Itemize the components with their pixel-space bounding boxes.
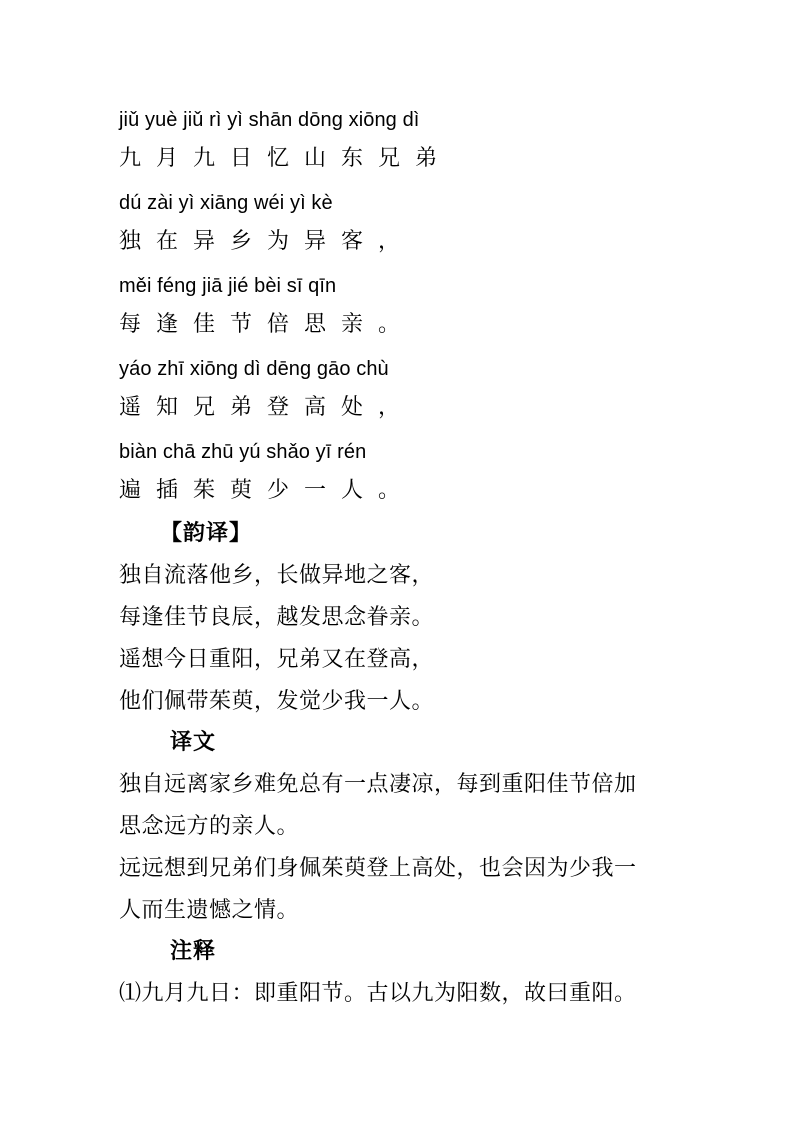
translation-line-2: 思念远方的亲人。 [119, 814, 300, 839]
poem-pinyin-line-3: měi féng jiā jié bèi sī qīn [119, 275, 337, 297]
translation-line-3: 远远想到兄弟们身佩茱萸登上高处，也会因为少我一 [119, 856, 637, 881]
notes-line-1: ⑴九月九日：即重阳节。古以九为阳数，故曰重阳。 [119, 981, 637, 1006]
rhyme-translation-line-1: 独自流落他乡，长做异地之客， [119, 563, 435, 588]
rhyme-translation-line-2: 每逢佳节良辰，越发思念眷亲。 [119, 605, 435, 630]
rhyme-translation-line-3: 遥想今日重阳，兄弟又在登高， [119, 647, 435, 672]
translation-line-1: 独自远离家乡难免总有一点凄凉，每到重阳佳节倍加 [119, 772, 637, 797]
poem-pinyin-line-5: biàn chā zhū yú shǎo yī rén [119, 441, 367, 463]
poem-hanzi-line-4: 遍插茱萸少一人。 [119, 478, 416, 503]
notes-heading: 注释 [170, 939, 217, 964]
translation-line-4: 人而生遗憾之情。 [119, 898, 300, 923]
poem-pinyin-line-1: jiǔ yuè jiǔ rì yì shān dōng xiōng dì [119, 109, 420, 131]
poem-hanzi-line-3: 遥知兄弟登高处， [119, 395, 416, 420]
poem-pinyin-line-4: yáo zhī xiōng dì dēng gāo chù [119, 358, 389, 380]
rhyme-translation-line-4: 他们佩带茱萸，发觉少我一人。 [119, 689, 435, 714]
poem-pinyin-line-2: dú zài yì xiāng wéi yì kè [119, 192, 333, 214]
poem-hanzi-line-1: 独在异乡为异客， [119, 229, 416, 254]
poem-title-hanzi: 九月九日忆山东兄弟 [119, 146, 453, 171]
poem-hanzi-line-2: 每逢佳节倍思亲。 [119, 312, 416, 337]
translation-heading: 译文 [170, 730, 217, 755]
rhyme-translation-heading: 【韵译】 [160, 521, 253, 546]
